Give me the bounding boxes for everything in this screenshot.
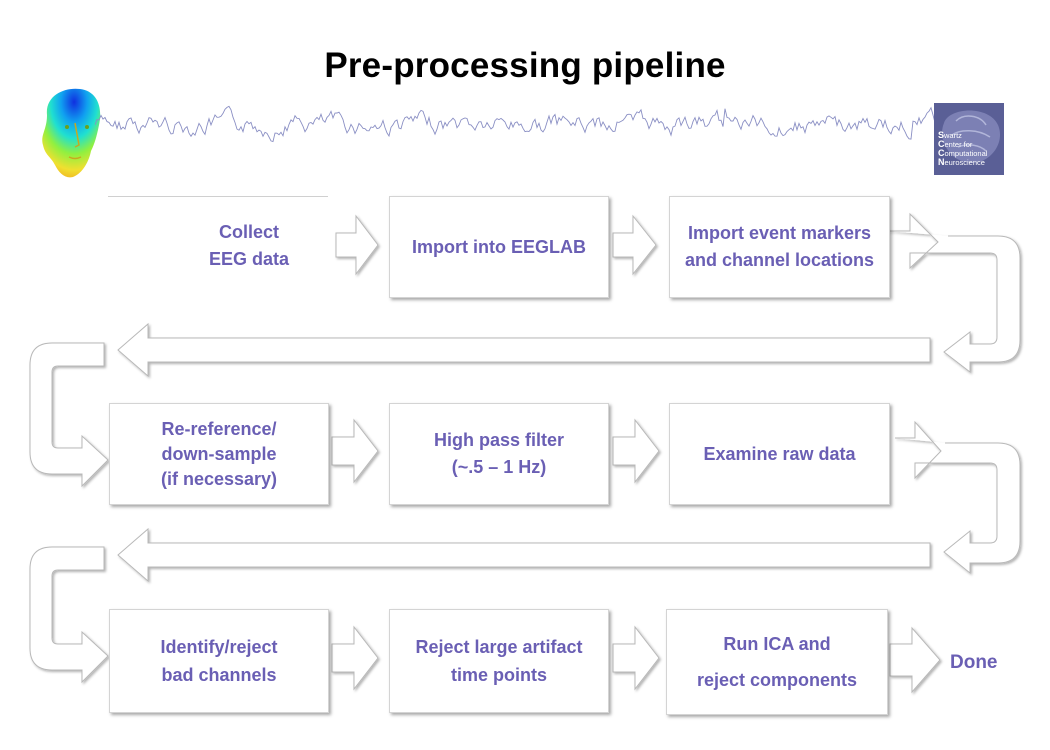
arrow-right-4 [613,420,659,482]
step-text-line: Import event markers [687,223,872,243]
step-identify-reject-bad-channels [109,609,329,713]
long-left-arrow-2 [118,529,930,581]
step-text-line: and channel locations [684,250,875,270]
step-text-line: High pass filter [433,430,565,450]
step-import-event-markers [669,196,890,298]
step-high-pass-filter [389,403,609,505]
page-title: Pre-processing pipeline [324,46,726,85]
step-re-reference [109,403,329,505]
step-run-ica [666,609,888,715]
arrow-right-1 [336,216,378,274]
eeg-trace-line [95,90,935,160]
step-text-line: Examine raw data [703,443,856,464]
step-text-line: EEG data [208,249,290,269]
arrow-right-6 [613,627,659,689]
step-text-line: Identify/reject [160,637,278,657]
step-reject-large-artifact [389,609,609,713]
step-collect-eeg-data [108,196,330,296]
logo-line-3: Computational [938,148,988,158]
step-text-line: Re-reference/ [161,418,277,439]
step-text-line: (~.5 – 1 Hz) [451,457,547,477]
u-turn-left-2 [30,547,108,682]
arrow-right-7 [890,628,940,692]
step-text-line: Run ICA and [723,634,831,654]
step-text-line: Reject large artifact [415,637,583,657]
step-text-line: reject components [696,670,858,690]
arrow-right-5 [332,627,378,689]
step-text-line: down-sample [161,443,277,464]
step-text-line: Import into EEGLAB [412,236,586,257]
logo-line-4: Neuroscience [938,157,985,167]
done-label: Done [950,652,998,673]
arrow-right-2 [613,216,656,274]
logo-line-1: Swartz [938,130,962,140]
u-turn-left-1 [30,343,108,486]
step-examine-raw-data [669,403,890,505]
swartz-center-logo [934,103,1004,175]
logo-line-2: Center for [938,139,973,149]
long-left-arrow-1 [118,324,930,376]
step-text-line: bad channels [161,665,277,685]
arrow-right-3 [332,420,378,482]
step-text-line: time points [450,665,547,685]
step-text-line: (if necessary) [160,468,278,489]
step-text-line: Collect [218,222,279,242]
step-import-into-eeglab [389,196,609,298]
